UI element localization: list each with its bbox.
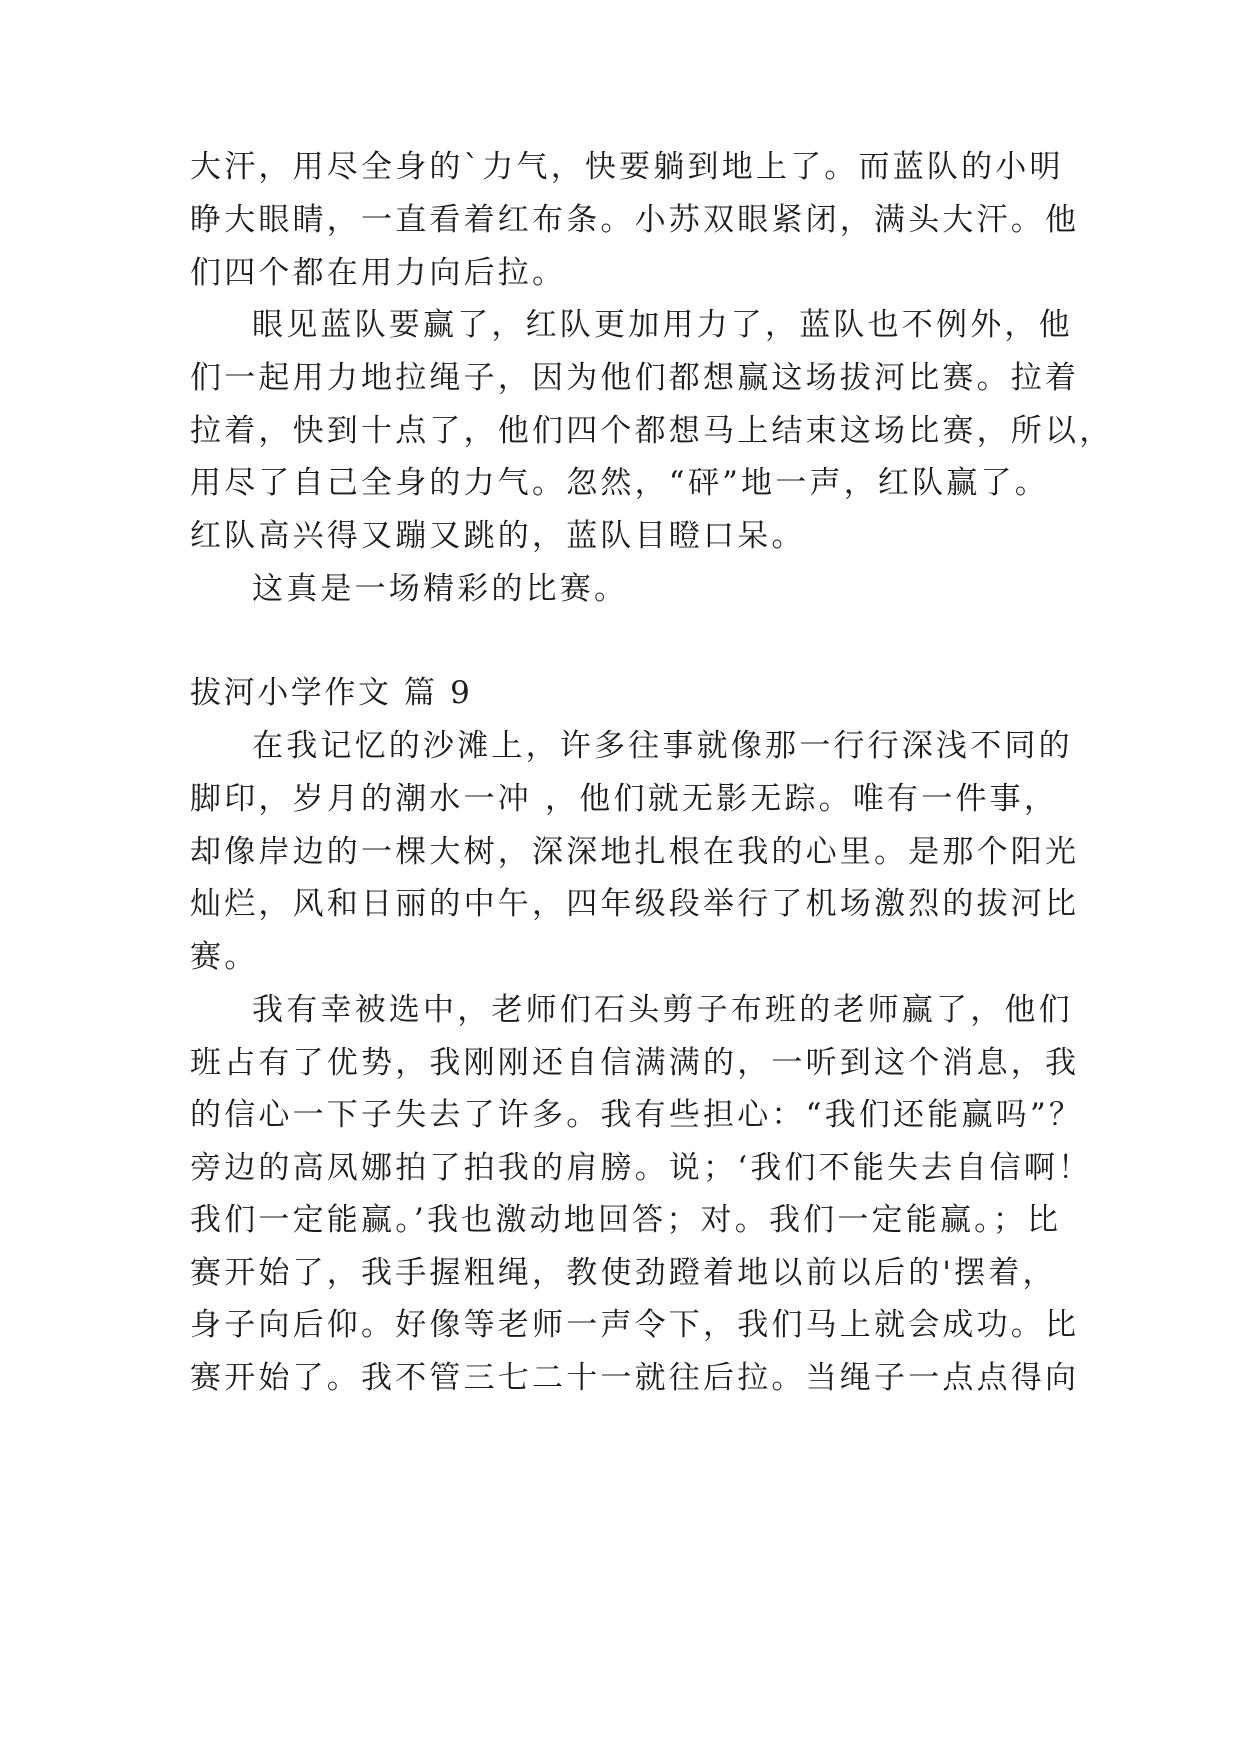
essay-title: 拔河小学作文 篇 9 (190, 675, 473, 711)
text-line: 脚印，岁月的潮水一冲 ，他们就无影无踪。唯有一件事， (190, 781, 1059, 817)
text-line: 们一起用力地拉绳子，因为他们都想赢这场拔河比赛。拉着 (190, 360, 1080, 396)
text-line: 却像岸边的一棵大树，深深地扎根在我的心里。是那个阳光 (190, 834, 1080, 870)
text-line: 我有幸被选中，老师们石头剪子布班的老师赢了，他们 (252, 992, 1073, 1028)
text-line: 旁边的高凤娜拍了拍我的肩膀。说；‘我们不能失去自信啊！ (190, 1150, 1093, 1186)
text-line: 红队高兴得又蹦又跳的，蓝队目瞪口呆。 (190, 518, 806, 554)
text-line: 大汗，用尽全身的`力气，快要躺到地上了。而蓝队的小明 (190, 149, 1064, 185)
text-line: 赛开始了。我不管三七二十一就往后拉。当绳子一点点得向 (190, 1360, 1080, 1396)
text-line: 在我记忆的沙滩上，许多往事就像那一行行深浅不同的 (252, 728, 1073, 764)
text-line: 身子向后仰。好像等老师一声令下，我们马上就会成功。比 (190, 1307, 1080, 1343)
text-line: 眼见蓝队要赢了，红队更加用力了，蓝队也不例外，他 (252, 307, 1073, 343)
text-line: 赛开始了，我手握粗绳，教使劲蹬着地以前以后的'摆着， (190, 1255, 1057, 1291)
text-line: 拉着，快到十点了，他们四个都想马上结束这场比赛，所以， (190, 413, 1114, 449)
text-line: 这真是一场精彩的比赛。 (252, 571, 629, 607)
text-line: 的信心一下子失去了许多。我有些担心：“我们还能赢吗”？ (190, 1097, 1084, 1133)
text-line: 赛。 (190, 939, 259, 975)
text-line: 用尽了自己全身的力气。忽然，“砰”地一声，红队赢了。 (190, 465, 1049, 501)
text-line: 灿烂，风和日丽的中午，四年级段举行了机场激烈的拔河比 (190, 886, 1080, 922)
text-line: 班占有了优势，我刚刚还自信满满的，一听到这个消息，我 (190, 1045, 1080, 1081)
text-line: 我们一定能赢。’我也激动地回答；对。我们一定能赢。；比 (190, 1202, 1062, 1238)
text-line: 们四个都在用力向后拉。 (190, 255, 567, 291)
text-line: 睁大眼睛，一直看着红布条。小苏双眼紧闭，满头大汗。他 (190, 202, 1080, 238)
